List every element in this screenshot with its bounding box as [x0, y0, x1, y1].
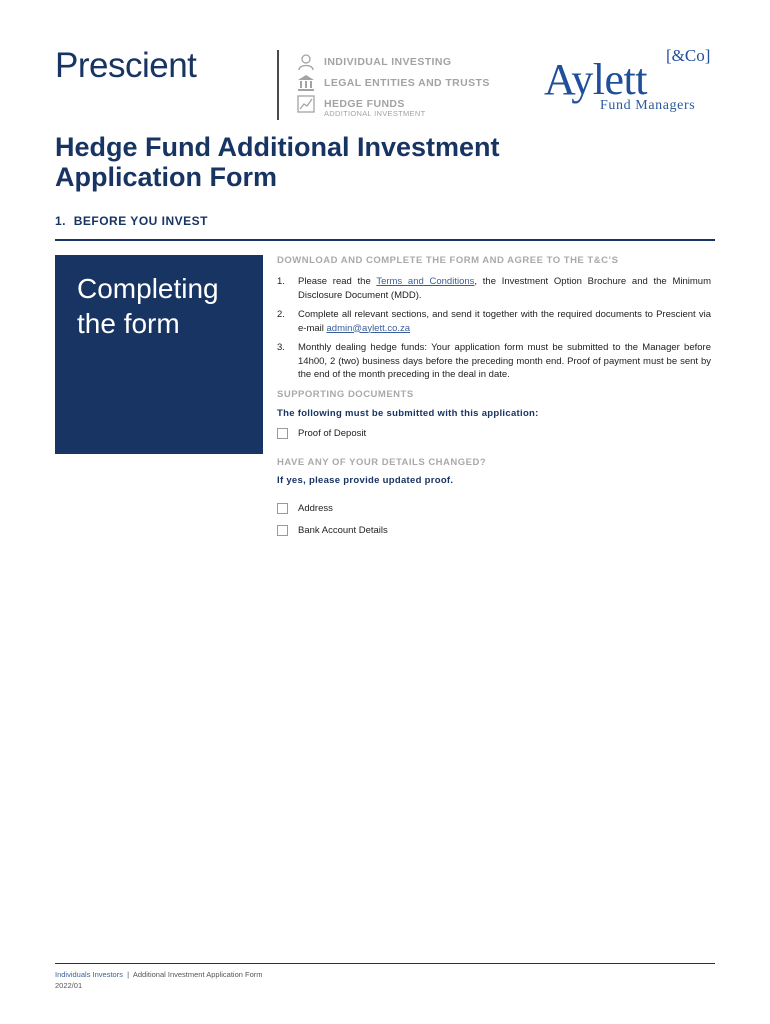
section-title: BEFORE YOU INVEST	[73, 214, 208, 228]
details-heading: HAVE ANY OF YOUR DETAILS CHANGED?	[277, 457, 487, 468]
section-number: 1.	[55, 214, 67, 228]
checkbox-address[interactable]	[277, 503, 333, 514]
checkbox[interactable]	[277, 503, 288, 514]
instructions-list	[277, 275, 711, 388]
person-icon	[296, 53, 316, 71]
bank-icon	[296, 74, 316, 92]
section-heading	[55, 214, 208, 228]
list-item: 3. Monthly dealing hedge funds: Your application form must be submitted to the Manager before 14h00, 2 (two) business days before the preceding month end. Proof of payment must be sent by the end of the month preceding in the deal in date.	[277, 342, 711, 380]
chart-icon	[296, 95, 316, 113]
checkbox[interactable]	[277, 525, 288, 536]
completing-form-box	[55, 255, 263, 454]
aylett-co: [&Co]	[666, 46, 711, 65]
page-title: Hedge Fund Additional Investment Application Form	[55, 132, 500, 192]
checkbox-label: Proof of Deposit	[298, 428, 367, 439]
footer-right: Additional Investment Application Form	[132, 970, 263, 979]
checkbox-label: Address	[298, 503, 333, 514]
list-item: 2. Complete all relevant sections, and send it together with the required documents to Prescient via e-mail admin@aylett.co.za	[277, 309, 711, 334]
footer-rule	[55, 963, 715, 964]
email-link[interactable]: admin@aylett.co.za	[326, 322, 411, 334]
nav-label: LEGAL ENTITIES AND TRUSTS	[324, 77, 490, 89]
download-heading: DOWNLOAD AND COMPLETE THE FORM AND AGREE TO THE T&C’S	[277, 255, 619, 266]
footer-left: Individuals Investors	[55, 970, 123, 979]
box-line-1: Completing	[77, 273, 219, 304]
aylett-logo	[544, 48, 716, 118]
nav-label: HEDGE FUNDS	[324, 98, 405, 110]
section-rule	[55, 239, 715, 241]
terms-link[interactable]: Terms and Conditions	[376, 276, 475, 287]
checkbox[interactable]	[277, 428, 288, 439]
supporting-subtext: The following must be submitted with this application:	[277, 408, 539, 419]
details-subtext: If yes, please provide updated proof.	[277, 475, 454, 486]
prescient-logo: Prescient	[55, 46, 197, 85]
header-divider	[277, 50, 279, 120]
supporting-heading: SUPPORTING DOCUMENTS	[277, 389, 414, 400]
footer-separator: |	[127, 970, 130, 979]
aylett-name: Aylett	[544, 55, 647, 104]
nav-label: INDIVIDUAL INVESTING	[324, 56, 452, 68]
aylett-subtitle: Fund Managers	[600, 98, 696, 113]
list-item: 1. Please read the Terms and Conditions, the Investment Option Brochure and the Minimum Disclosure Document (MDD).	[277, 276, 711, 301]
nav-legal-entities[interactable]	[296, 74, 490, 92]
checkbox-label: Bank Account Details	[298, 525, 388, 536]
checkbox-bank-account[interactable]	[277, 525, 388, 536]
nav-individual-investing[interactable]	[296, 53, 451, 71]
footer-text	[55, 970, 263, 979]
box-line-2: the form	[77, 308, 180, 339]
nav-sub-label: ADDITIONAL INVESTMENT	[324, 109, 426, 118]
footer-date: 2022/01	[55, 981, 83, 990]
checkbox-proof-of-deposit[interactable]	[277, 428, 366, 439]
completing-form-text	[77, 271, 219, 341]
